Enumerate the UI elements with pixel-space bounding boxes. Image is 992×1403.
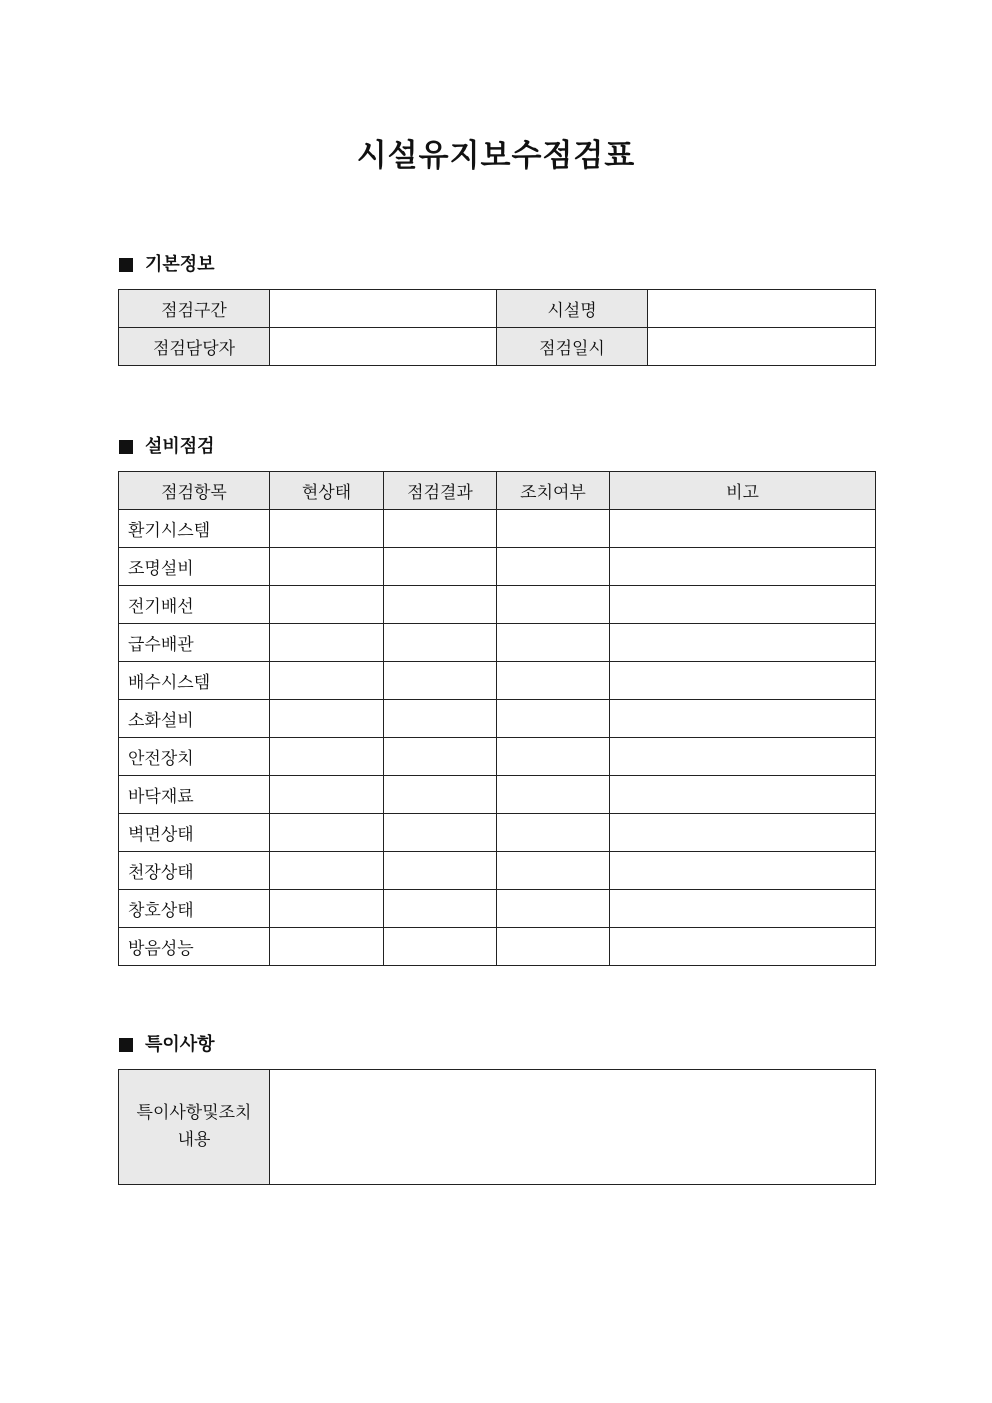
action-taken-cell[interactable]: [497, 510, 610, 548]
special-notes-table: [118, 1069, 876, 1185]
inspection-result-cell[interactable]: [384, 510, 497, 548]
section-heading-basic-info: [119, 253, 215, 277]
value-facility-name[interactable]: [648, 290, 876, 328]
table-row: [119, 510, 876, 548]
table-row: [119, 328, 876, 366]
inspection-result-cell[interactable]: [384, 586, 497, 624]
current-state-cell[interactable]: [270, 852, 384, 890]
inspection-item-label: 벽면상태: [119, 814, 270, 852]
inspection-item-label: 조명설비: [119, 548, 270, 586]
page-title: 시설유지보수점검표: [356, 138, 636, 174]
section-heading-equipment-check: [119, 435, 215, 459]
inspection-result-cell[interactable]: [384, 738, 497, 776]
table-header-row: [119, 472, 876, 510]
column-header-action-taken: 조치여부: [497, 472, 610, 510]
basic-info-table: [118, 289, 876, 366]
action-taken-cell[interactable]: [497, 586, 610, 624]
remarks-cell[interactable]: [610, 814, 876, 852]
table-row: [119, 852, 876, 890]
remarks-cell[interactable]: [610, 548, 876, 586]
value-inspection-datetime[interactable]: [648, 328, 876, 366]
table-row: [119, 662, 876, 700]
remarks-cell[interactable]: [610, 852, 876, 890]
label-facility-name: 시설명: [497, 290, 648, 328]
label-line: 내용: [177, 1130, 211, 1150]
table-row: [119, 738, 876, 776]
label-inspection-section: 점검구간: [119, 290, 270, 328]
table-row: [119, 776, 876, 814]
equipment-check-table: [118, 471, 876, 966]
action-taken-cell[interactable]: [497, 548, 610, 586]
remarks-cell[interactable]: [610, 776, 876, 814]
inspection-result-cell[interactable]: [384, 700, 497, 738]
current-state-cell[interactable]: [270, 776, 384, 814]
remarks-cell[interactable]: [610, 928, 876, 966]
action-taken-cell[interactable]: [497, 890, 610, 928]
action-taken-cell[interactable]: [497, 624, 610, 662]
table-row: [119, 890, 876, 928]
action-taken-cell[interactable]: [497, 662, 610, 700]
inspection-result-cell[interactable]: [384, 852, 497, 890]
table-row: [119, 548, 876, 586]
current-state-cell[interactable]: [270, 700, 384, 738]
table-row: [119, 586, 876, 624]
square-bullet-icon: [119, 1038, 133, 1052]
inspection-result-cell[interactable]: [384, 928, 497, 966]
table-row: [119, 928, 876, 966]
inspection-result-cell[interactable]: [384, 776, 497, 814]
current-state-cell[interactable]: [270, 928, 384, 966]
inspection-result-cell[interactable]: [384, 548, 497, 586]
remarks-cell[interactable]: [610, 700, 876, 738]
inspection-item-label: 천장상태: [119, 852, 270, 890]
value-inspection-section[interactable]: [270, 290, 497, 328]
section-title: 기본정보: [145, 254, 215, 275]
section-heading-special-notes: [119, 1033, 215, 1057]
action-taken-cell[interactable]: [497, 776, 610, 814]
inspection-result-cell[interactable]: [384, 662, 497, 700]
column-header-remarks: 비고: [610, 472, 876, 510]
remarks-cell[interactable]: [610, 624, 876, 662]
table-row: [119, 290, 876, 328]
inspection-item-label: 배수시스템: [119, 662, 270, 700]
label-inspection-datetime: 점검일시: [497, 328, 648, 366]
current-state-cell[interactable]: [270, 814, 384, 852]
inspection-item-label: 소화설비: [119, 700, 270, 738]
value-special-notes[interactable]: [270, 1070, 876, 1185]
table-row: [119, 624, 876, 662]
inspection-item-label: 급수배관: [119, 624, 270, 662]
inspection-item-label: 바닥재료: [119, 776, 270, 814]
label-inspector: 점검담당자: [119, 328, 270, 366]
current-state-cell[interactable]: [270, 510, 384, 548]
action-taken-cell[interactable]: [497, 738, 610, 776]
current-state-cell[interactable]: [270, 662, 384, 700]
inspection-item-label: 방음성능: [119, 928, 270, 966]
current-state-cell[interactable]: [270, 548, 384, 586]
label-line: 특이사항및조치: [136, 1103, 252, 1123]
inspection-result-cell[interactable]: [384, 814, 497, 852]
inspection-item-label: 안전장치: [119, 738, 270, 776]
current-state-cell[interactable]: [270, 738, 384, 776]
inspection-result-cell[interactable]: [384, 890, 497, 928]
square-bullet-icon: [119, 258, 133, 272]
inspection-result-cell[interactable]: [384, 624, 497, 662]
column-header-inspection-result: 점검결과: [384, 472, 497, 510]
table-row: [119, 814, 876, 852]
value-inspector[interactable]: [270, 328, 497, 366]
inspection-item-label: 창호상태: [119, 890, 270, 928]
table-row: [119, 700, 876, 738]
remarks-cell[interactable]: [610, 510, 876, 548]
table-row: [119, 1070, 876, 1185]
column-header-inspection-item: 점검항목: [119, 472, 270, 510]
action-taken-cell[interactable]: [497, 852, 610, 890]
section-title: 특이사항: [145, 1034, 215, 1055]
action-taken-cell[interactable]: [497, 700, 610, 738]
inspection-item-label: 환기시스템: [119, 510, 270, 548]
label-special-notes-and-actions: [119, 1070, 270, 1185]
action-taken-cell[interactable]: [497, 928, 610, 966]
remarks-cell[interactable]: [610, 890, 876, 928]
current-state-cell[interactable]: [270, 890, 384, 928]
current-state-cell[interactable]: [270, 624, 384, 662]
remarks-cell[interactable]: [610, 662, 876, 700]
remarks-cell[interactable]: [610, 586, 876, 624]
current-state-cell[interactable]: [270, 586, 384, 624]
equipment-table-body: [119, 510, 876, 966]
section-title: 설비점검: [145, 436, 215, 457]
remarks-cell[interactable]: [610, 738, 876, 776]
square-bullet-icon: [119, 440, 133, 454]
inspection-item-label: 전기배선: [119, 586, 270, 624]
action-taken-cell[interactable]: [497, 814, 610, 852]
column-header-current-state: 현상태: [270, 472, 384, 510]
